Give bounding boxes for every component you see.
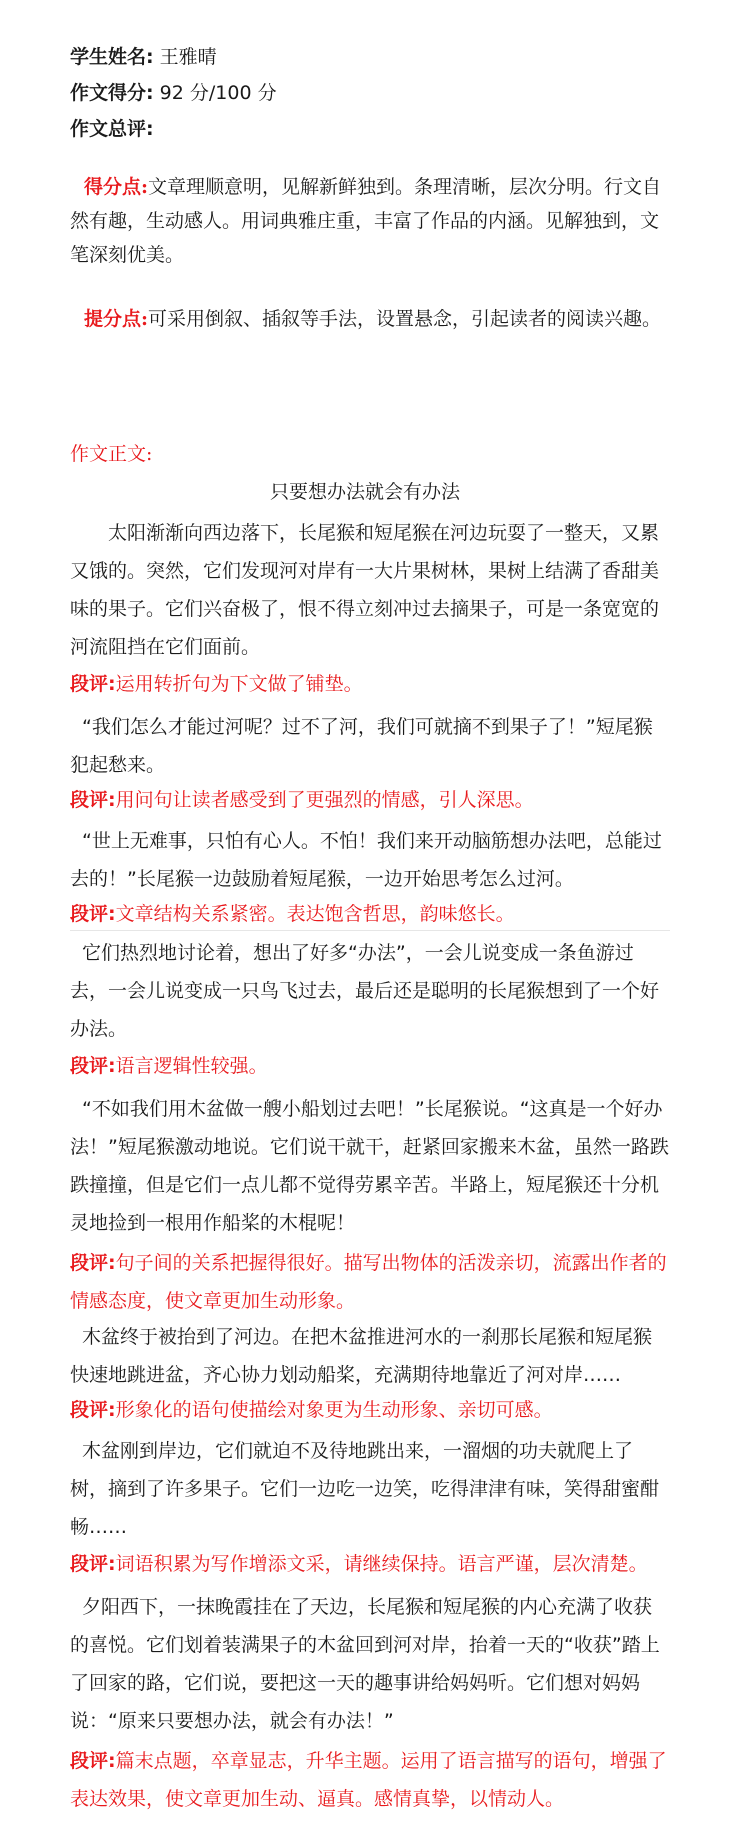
essay-paragraph-3: “世上无难事，只怕有心人。不怕！我们来开动脑筋想办法吧，总能过去的！”长尾猴一边鼓励着短尾猴，一边开始思考怎么过河。 [70,830,662,890]
paragraph-comment-7 [70,1548,670,1580]
paragraph-comment-8 [70,1742,670,1818]
paragraph-comment-4 [70,1050,670,1082]
score-value: 92 分/100 分 [159,82,277,104]
essay-paragraph-2: “我们怎么才能过河呢？过不了河，我们可就摘不到果子了！”短尾猴犯起愁来。 [70,716,653,776]
essay-paragraph-7: 木盆刚到岸边，它们就迫不及待地跳出来，一溜烟的功夫就爬上了树，摘到了许多果子。它们一边吃一边笑，吃得津津有味，笑得甜蜜酣畅…… [70,1440,660,1538]
essay-paragraph-1: 太阳渐渐向西边落下，长尾猴和短尾猴在河边玩耍了一整天，又累又饿的。突然，它们发现河对岸有一大片果树林，果树上结满了香甜美味的果子。它们兴奋极了，恨不得立刻冲过去摘果子，可是一条宽宽的河流阻挡在它们面前。 [70,522,660,658]
merit-label: 得分点: [84,176,149,198]
divider-line [70,930,670,931]
paragraph-comment-text: 形象化的语句使描绘对象更为生动形象、亲切可感。 [115,1399,553,1421]
essay-section-label: 作文正文: [70,443,153,465]
improve-label: 提分点: [84,308,149,330]
paragraph-comment-label: 段评: [70,1399,116,1421]
paragraph-comment-label: 段评: [70,1750,116,1772]
essay-paragraph-8: 夕阳西下，一抹晚霞挂在了天边，长尾猴和短尾猴的内心充满了收获的喜悦。它们划着装满果子的木盆回到河对岸，抬着一天的“收获”踏上了回家的路，它们说，要把这一天的趣事讲给妈妈听。它们想对妈妈说：“原来只要想办法，就会有办法！” [70,1596,660,1732]
score-row [70,80,277,106]
paragraph-comment-text: 篇末点题，卒章显志，升华主题。运用了语言描写的语句，增强了表达效果，使文章更加生动、逼真。感情真挚，以情动人。 [70,1750,667,1810]
paragraph-comment-label: 段评: [70,903,116,925]
student-name-label: 学生姓名: [70,46,154,68]
essay-title: 只要想办法就会有办法 [269,481,460,503]
student-name-value: 王雅晴 [159,46,217,68]
paragraph-comment-text: 句子间的关系把握得很好。描写出物体的活泼亲切，流露出作者的情感态度，使文章更加生动形象。 [70,1252,667,1312]
paragraph-comment-label: 段评: [70,1055,116,1077]
paragraph-comment-5 [70,1244,670,1320]
merit-paragraph [70,170,670,272]
student-name-row [70,44,217,70]
paragraph-comment-3 [70,898,670,930]
paragraph-comment-2 [70,784,670,816]
paragraph-comment-label: 段评: [70,789,116,811]
improve-text: 可采用倒叙、插叙等手法，设置悬念，引起读者的阅读兴趣。 [148,308,662,330]
merit-text: 文章理顺意明，见解新鲜独到。条理清晰，层次分明。行文自然有趣，生动感人。用词典雅庄重，丰富了作品的内涵。见解独到，文笔深刻优美。 [70,176,662,266]
paragraph-comment-label: 段评: [70,673,116,695]
improve-paragraph [70,302,670,336]
paragraph-comment-6 [70,1394,670,1426]
essay-paragraph-6: 木盆终于被抬到了河边。在把木盆推进河水的一刹那长尾猴和短尾猴快速地跳进盆，齐心协力划动船桨，充满期待地靠近了河对岸…… [70,1326,653,1386]
paragraph-comment-text: 语言逻辑性较强。 [115,1055,268,1077]
paragraph-comment-label: 段评: [70,1252,116,1274]
paragraph-comment-text: 词语积累为写作增添文采，请继续保持。语言严谨，层次清楚。 [115,1553,648,1575]
overall-comment-label: 作文总评: [70,118,154,140]
paragraph-comment-text: 运用转折句为下文做了铺垫。 [115,673,363,695]
paragraph-comment-text: 文章结构关系紧密。表达饱含哲思，韵味悠长。 [115,903,515,925]
essay-paragraph-4: 它们热烈地讨论着，想出了好多“办法”，一会儿说变成一条鱼游过去，一会儿说变成一只鸟飞过去，最后还是聪明的长尾猴想到了一个好办法。 [70,942,660,1040]
paragraph-comment-text: 用问句让读者感受到了更强烈的情感，引人深思。 [115,789,534,811]
essay-paragraph-5: “不如我们用木盆做一艘小船划过去吧！”长尾猴说。“这真是一个好办法！”短尾猴激动地说。它们说干就干，赶紧回家搬来木盆，虽然一路跌跌撞撞，但是它们一点儿都不觉得劳累辛苦。半路上，短尾猴还十分机灵地捡到一根用作船桨的木棍呢！ [70,1098,669,1234]
paragraph-comment-label: 段评: [70,1553,116,1575]
score-label: 作文得分: [70,82,154,104]
paragraph-comment-1 [70,668,670,700]
